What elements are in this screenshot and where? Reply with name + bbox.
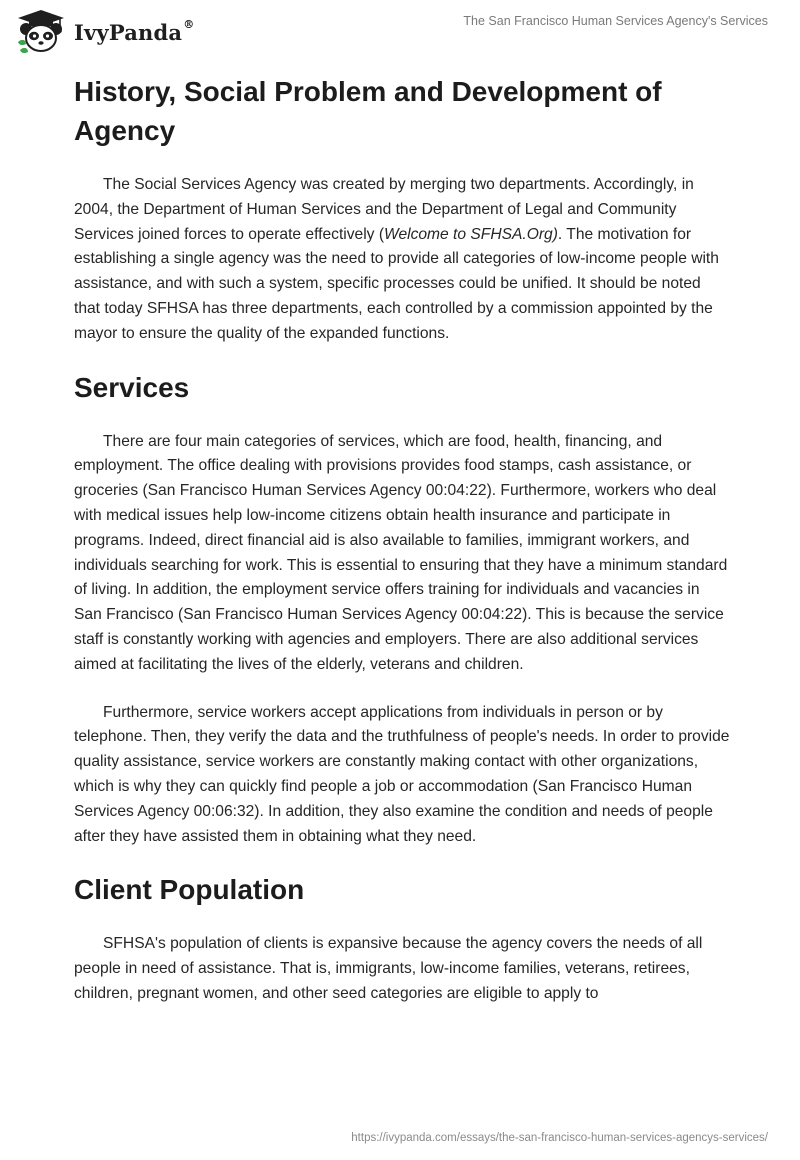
section-heading-client-population: Client Population xyxy=(74,874,305,906)
paragraph-services-2: Furthermore, service workers accept applications from individuals in person or by telephone. Then, they verify the data and the truthfulness of people's needs. In order to provide quality assistance, service workers are constantly making contact with other organizations, which is why they can quickly find people a job or accommodation (San Francisco Human Services Agency 00:06:32). In addition, they also examine the condition and needs of people after they have assisted them in obtaining what they need. xyxy=(74,703,730,845)
source-url[interactable]: https://ivypanda.com/essays/the-san-francisco-human-services-agencys-services/ xyxy=(351,1132,768,1144)
document-title: The San Francisco Human Services Agency's Services xyxy=(463,14,768,28)
page-header xyxy=(0,0,800,62)
paragraph-client-population: SFHSA's population of clients is expansive because the agency covers the needs of all people in need of assistance. That is, immigrants, low-income families, veterans, retirees, children, pregnant women, and other seed categories are eligible to apply to xyxy=(74,935,703,1002)
logo-wordmark: IvyPanda® xyxy=(74,17,195,45)
essay-body xyxy=(74,72,730,1030)
section-heading-history: History, Social Problem and Development of Agency xyxy=(74,76,662,146)
citation-sfhsa: Welcome to SFHSA.Org) xyxy=(384,225,558,243)
section-heading-services: Services xyxy=(74,371,190,403)
paragraph-history: The Social Services Agency was created by merging two departments. Accordingly, in 2004, the Department of Human Services and the Department of Legal and Community Services joined forces to operate effectively (Welcome to SFHSA.Org). The motivation for establishing a single agency was the need to provide all categories of low-income people with assistance, and with such a system, specific processes could be unified. It should be noted that today SFHSA has three departments, each controlled by a commission appointed by the mayor to ensure the quality of the expanded functions. xyxy=(74,176,719,342)
ivypanda-logo[interactable] xyxy=(14,8,194,54)
panda-graduate-icon xyxy=(14,8,68,54)
paragraph-services-1: There are four main categories of services, which are food, health, financing, and employment. The office dealing with provisions provides food stamps, cash assistance, or groceries (San Francisco Human Services Agency 00:04:22). Furthermore, workers who deal with medical issues help low-income citizens obtain health insurance and participate in programs. Indeed, direct financial aid is also available to families, immigrant workers, and individuals searching for work. This is essential to ensuring that they have a minimum standard of living. In addition, the employment service offers training for individuals and vacancies in San Francisco (San Francisco Human Services Agency 00:04:22). This is because the service staff is constantly working with agencies and employers. There are also additional services aimed at facilitating the lives of the elderly, veterans and children. xyxy=(74,432,728,673)
